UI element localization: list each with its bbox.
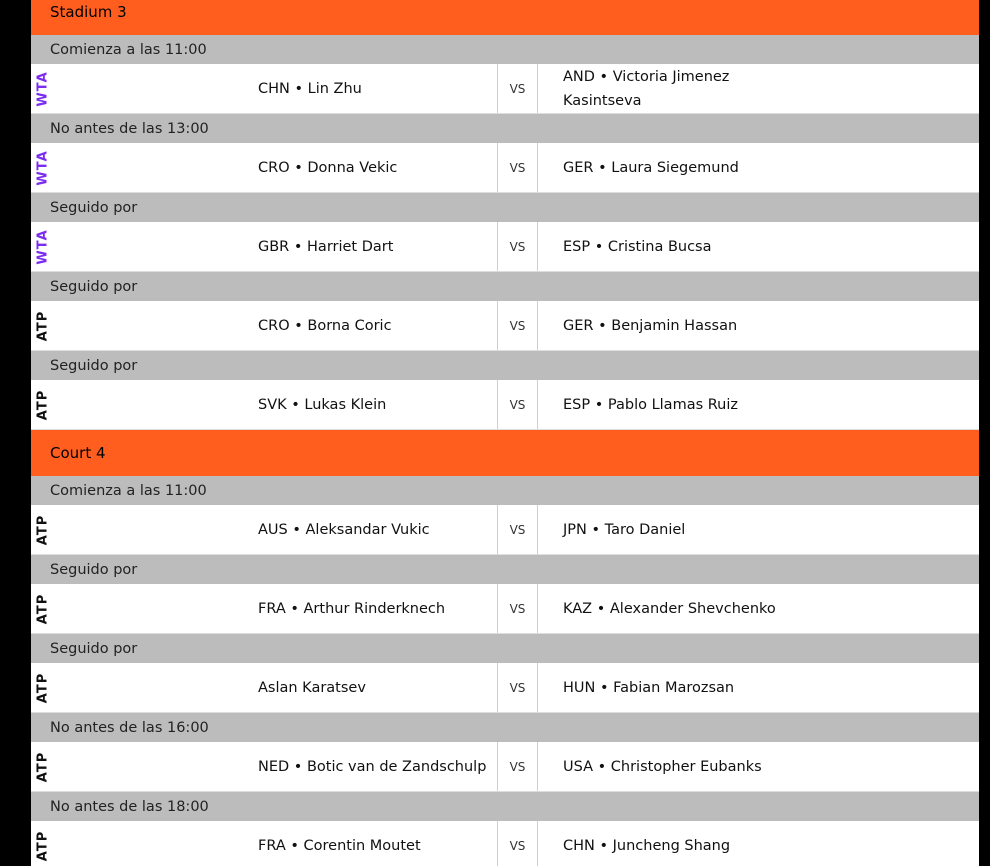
player-two: [538, 584, 979, 633]
player-one: [55, 64, 498, 113]
tour-badge: [31, 64, 55, 113]
match-time-label: Seguido por: [31, 351, 979, 380]
tour-badge: [31, 821, 55, 866]
vs-label: VS: [498, 222, 538, 271]
player-one: [55, 584, 498, 633]
tour-badge: [31, 584, 55, 633]
player-two: [538, 301, 979, 350]
player-two-name: USA • Christopher Eubanks: [563, 758, 762, 775]
tour-label: WTA: [35, 149, 51, 186]
player-one: [55, 821, 498, 866]
match-row: [31, 663, 979, 713]
match-time-label: Seguido por: [31, 634, 979, 663]
match-row: [31, 301, 979, 351]
match-time-label: Comienza a las 11:00: [31, 35, 979, 64]
match-row: [31, 380, 979, 430]
match-time-label: No antes de las 16:00: [31, 713, 979, 742]
player-two: [538, 143, 979, 192]
tour-label: WTA: [35, 70, 51, 107]
vs-label: VS: [498, 64, 538, 113]
player-one-name: Aslan Karatsev: [258, 679, 366, 696]
vs-label: VS: [498, 663, 538, 712]
player-one-name: CHN • Lin Zhu: [258, 80, 362, 97]
vs-label: VS: [498, 821, 538, 866]
match-row: [31, 821, 979, 866]
player-two-name: GER • Benjamin Hassan: [563, 317, 738, 334]
tour-badge: [31, 143, 55, 192]
match-row: [31, 505, 979, 555]
player-one-name: FRA • Corentin Moutet: [258, 837, 421, 854]
player-one: [55, 301, 498, 350]
player-two: [538, 64, 979, 113]
schedule-page: [31, 0, 979, 866]
tour-label: ATP: [35, 830, 51, 861]
match-time-label: No antes de las 18:00: [31, 792, 979, 821]
player-one-name: GBR • Harriet Dart: [258, 238, 394, 255]
vs-label: VS: [498, 505, 538, 554]
player-two: [538, 505, 979, 554]
player-one: [55, 663, 498, 712]
tour-label: ATP: [35, 672, 51, 703]
player-two: [538, 663, 979, 712]
player-one: [55, 222, 498, 271]
player-two-name: HUN • Fabian Marozsan: [563, 679, 735, 696]
tour-label: ATP: [35, 514, 51, 545]
court-header: Stadium 3: [31, 0, 979, 35]
match-row: [31, 222, 979, 272]
tour-label: ATP: [35, 389, 51, 420]
player-one: [55, 505, 498, 554]
match-row: [31, 742, 979, 792]
player-two-name: ESP • Cristina Bucsa: [563, 238, 712, 255]
player-one-name: FRA • Arthur Rinderknech: [258, 600, 446, 617]
tour-badge: [31, 505, 55, 554]
player-one: [55, 742, 498, 791]
vs-label: VS: [498, 143, 538, 192]
player-two-name: GER • Laura Siegemund: [563, 159, 739, 176]
player-two-name: JPN • Taro Daniel: [563, 521, 686, 538]
player-one-name: SVK • Lukas Klein: [258, 396, 387, 413]
match-time-label: Comienza a las 11:00: [31, 476, 979, 505]
player-two: [538, 821, 979, 866]
match-time-label: Seguido por: [31, 555, 979, 584]
player-two-name: ESP • Pablo Llamas Ruiz: [563, 396, 738, 413]
tour-badge: [31, 663, 55, 712]
tour-badge: [31, 301, 55, 350]
match-time-label: Seguido por: [31, 272, 979, 301]
vs-label: VS: [498, 742, 538, 791]
player-one-name: AUS • Aleksandar Vukic: [258, 521, 430, 538]
player-two-name: AND • Victoria Jimenez Kasintseva: [563, 68, 730, 109]
player-one-name: CRO • Borna Coric: [258, 317, 392, 334]
vs-label: VS: [498, 584, 538, 633]
tour-label: ATP: [35, 593, 51, 624]
tour-label: WTA: [35, 228, 51, 265]
tour-label: ATP: [35, 310, 51, 341]
player-one: [55, 380, 498, 429]
player-two-name: CHN • Juncheng Shang: [563, 837, 731, 854]
tour-badge: [31, 742, 55, 791]
tour-badge: [31, 380, 55, 429]
tour-badge: [31, 222, 55, 271]
player-two: [538, 222, 979, 271]
player-two: [538, 380, 979, 429]
tour-label: ATP: [35, 751, 51, 782]
vs-label: VS: [498, 301, 538, 350]
vs-label: VS: [498, 380, 538, 429]
player-one-name: NED • Botic van de Zandschulp: [258, 758, 487, 775]
court-header: Court 4: [31, 430, 979, 476]
player-two: [538, 742, 979, 791]
match-row: [31, 143, 979, 193]
player-two-name: KAZ • Alexander Shevchenko: [563, 600, 776, 617]
match-row: [31, 584, 979, 634]
player-one-name: CRO • Donna Vekic: [258, 159, 398, 176]
match-time-label: Seguido por: [31, 193, 979, 222]
player-one: [55, 143, 498, 192]
match-time-label: No antes de las 13:00: [31, 114, 979, 143]
match-row: [31, 64, 979, 114]
